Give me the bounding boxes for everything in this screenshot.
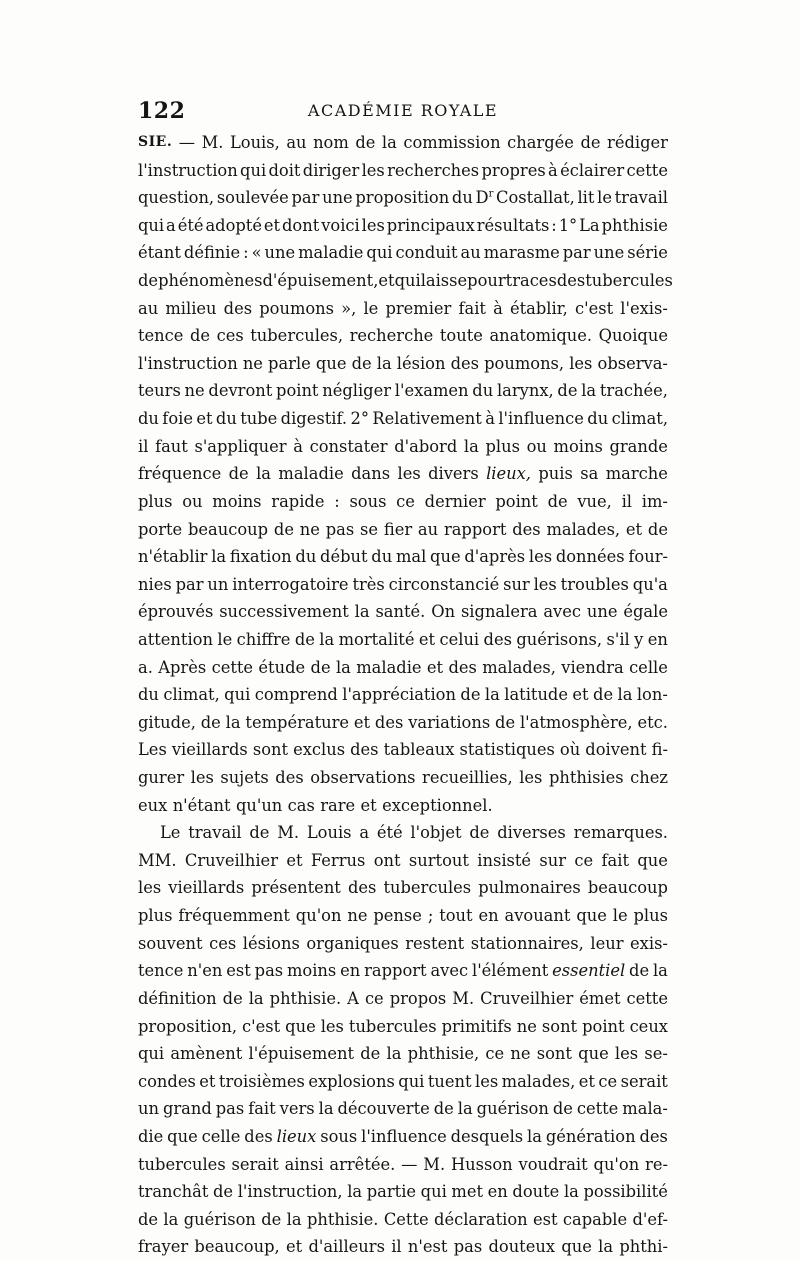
text-line: souvent ces lésions organiques restent stationnaires, leur exis- [138,933,668,953]
text-line: tubercules serait ainsi arrêtée. — M. Husson voudrait qu'on re- [138,1154,668,1174]
text-line: question, soulevée par une proposition du $D^r$ Costallat, lit le travail [138,188,668,208]
text-line: condes et troisièmes explosions qui tuent les malades, et ce serait [138,1071,668,1091]
text-line: il faut s'appliquer à constater d'abord la plus ou moins grande [138,436,668,456]
text-line: un grand pas fait vers la découverte de la guérison de cette mala- [138,1099,668,1119]
text-line: tence n'en est pas moins en rapport avec l'élément essentiel de la [138,961,668,981]
text-line: Les vieillards sont exclus des tableaux statistiques où doivent fi- [138,740,668,760]
body-text [138,129,673,1261]
text-line: MM. Cruveilhier et Ferrus ont surtout insisté sur ce fait que [138,850,668,870]
paragraph [138,129,673,819]
text-line: qui amènent l'épuisement de la phthisie, ce ne sont que les se- [138,1044,668,1064]
text-line: définition de la phthisie. A ce propos M. Cruveilhier émet cette [138,988,668,1008]
text-line: plus ou moins rapide : sous ce dernier point de vue, il im- [138,491,668,511]
text-line: a. Après cette étude de la maladie et des malades, viendra celle [138,657,668,677]
text-line: SIE. — M. Louis, au nom de la commission chargée de rédiger [138,133,668,152]
text-line: frayer beaucoup, et d'ailleurs il n'est pas douteux que la phthi- [138,1237,668,1257]
text-line: plus fréquemment qu'on ne pense ; tout en avouant que le plus [138,906,668,926]
text-line: fréquence de la maladie dans les divers lieux, puis sa marche [138,464,668,484]
paragraph [138,819,668,1261]
text-line: nies par un interrogatoire très circonstancié sur les troubles qu'a [138,574,668,594]
text-line: tence de ces tubercules, recherche toute anatomique. Quoique [138,326,668,346]
text-line: die que celle des lieux sous l'influence desquels la génération des [138,1126,668,1146]
text-line: qui a été adopté et dont voici les principaux résultats : 1° La phthisie [138,215,668,235]
text-line: Le travail de M. Louis a été l'objet de diverses remarques. [160,823,668,843]
text-line: les vieillards présentent des tubercules pulmonaires beaucoup [138,878,668,898]
text-line: du climat, qui comprend l'appréciation de la latitude et de la lon- [138,685,668,705]
text-line: n'établir la fixation du début du mal que d'après les données four- [138,547,668,567]
text-line: de phénomènes d'épuisement, et qui laisse pour traces des tubercules [138,271,673,291]
running-title: ACADÉMIE ROYALE [307,101,499,120]
text-line: tranchât de l'instruction, la partie qui met en doute la possibilité [138,1182,668,1202]
text-line: du foie et du tube digestif. 2° Relativement à l'influence du climat, [138,409,668,429]
text-line: attention le chiffre de la mortalité et celui des guérisons, s'il y en [138,629,668,649]
text-line: étant définie : « une maladie qui conduit au marasme par une série [138,243,668,263]
text-line: gurer les sujets des observations recueillies, les phthisies chez [138,768,668,788]
text-line: teurs ne devront point négliger l'examen du larynx, de la trachée, [138,381,668,401]
page-number: 122 [138,98,186,124]
text-line: éprouvés successivement la santé. On signalera avec une égale [138,602,668,622]
text-line: l'instruction ne parle que de la lésion des poumons, les observa- [138,353,668,373]
page-header [138,98,668,128]
text-line: au milieu des poumons », le premier fait à établir, c'est l'exis- [138,298,668,318]
text-line: proposition, c'est que les tubercules primitifs ne sont point ceux [138,1016,668,1036]
text-line: l'instruction qui doit diriger les recherches propres à éclairer cette [138,160,668,180]
text-line: porte beaucoup de ne pas se fier au rapport des malades, et de [138,519,668,539]
text-line: gitude, de la température et des variations de l'atmosphère, etc. [138,712,668,732]
text-line: de la guérison de la phthisie. Cette déclaration est capable d'ef- [138,1209,668,1229]
text-line: eux n'étant qu'un cas rare et exceptionnel. [138,795,493,815]
